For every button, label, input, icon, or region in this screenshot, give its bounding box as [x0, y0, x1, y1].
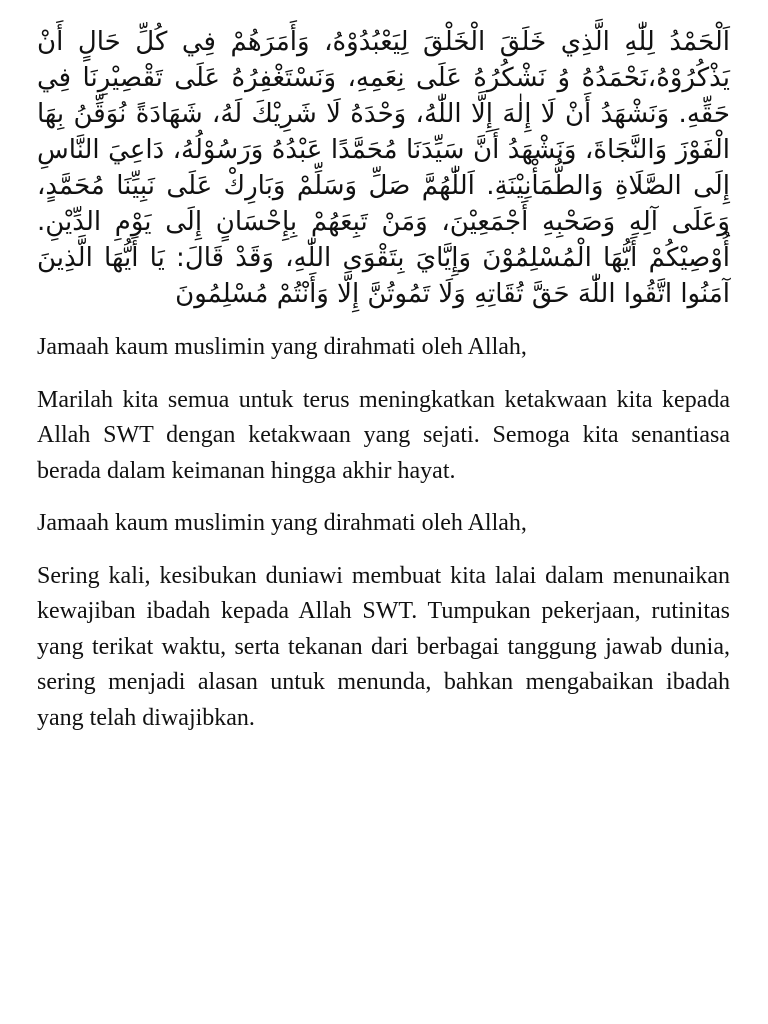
greeting-paragraph-repeat: Jamaah kaum muslimin yang dirahmati oleh Allah, — [37, 510, 527, 536]
arabic-opening-paragraph: اَلْحَمْدُ لِلّٰهِ الَّذِي خَلَقَ الْخَلْقَ لِيَعْبُدُوْهُ، وَأَمَرَهُمْ فِي كُلِّ حَالٍ أَنْ يَذْكُرُوْهُ،نَحْمَدُهُ وُ نَشْكُرُهُ عَلَى نِعَمِهِ، وَنَسْتَغْفِرُهُ عَلَى تَقْصِيْرِنَا فِي حَقِّهِ. وَنَشْهَدُ أَنْ لَا إِلٰهَ إِلَّا اللّٰهُ، وَحْدَهُ لَا شَرِيْكَ لَهُ، شَهَادَةً نُوَقِّنُ بِهَا الْفَوْزَ وَالنَّجَاةَ، وَنَشْهَدُ أَنَّ سَيِّدَنَا مُحَمَّدًا عَبْدُهُ وَرَسُوْلُهُ، دَاعِيَ النَّاسِ إِلَى الصَّلَاةِ وَالطُّمَأْنِيْنَةِ. اَللّٰهُمَّ صَلِّ وَسَلِّمْ وَبَارِكْ عَلَى نَبِيِّنَا مُحَمَّدٍ، وَعَلَى آلِهِ وَصَحْبِهِ أَجْمَعِيْنَ، وَمَنْ تَبِعَهُمْ بِإِحْسَانٍ إِلَى يَوْمِ الدِّيْنِ. أُوْصِيْكُمْ أَيُّهَا الْمُسْلِمُوْنَ وَإِيَّايَ بِتَقْوَى اللّٰهِ، وَقَدْ قَالَ: يَا أَيُّهَا الَّذِينَ آمَنُوا اتَّقُوا اللّٰهَ حَقَّ تُقَاتِهِ وَلَا تَمُوتُنَّ إِلَّا وَأَنْتُمْ مُسْلِمُونَ — [37, 27, 730, 309]
greeting-paragraph: Jamaah kaum muslimin yang dirahmati oleh Allah, — [37, 334, 527, 360]
taqwa-exhortation-paragraph: Marilah kita semua untuk terus meningkatkan ketakwaan kita kepada Allah SWT dengan ketakwaan yang sejati. Semoga kita senantiasa berada dalam keimanan hingga akhir hayat. — [37, 386, 730, 484]
worldly-busyness-paragraph: Sering kali, kesibukan duniawi membuat kita lalai dalam menunaikan kewajiban ibadah kepada Allah SWT. Tumpukan pekerjaan, rutinitas yang terikat waktu, serta tekanan dari berbagai tanggung jawab dunia, sering menjadi alasan untuk menunda, bahkan mengabaikan ibadah yang telah diwajibkan. — [37, 562, 730, 731]
